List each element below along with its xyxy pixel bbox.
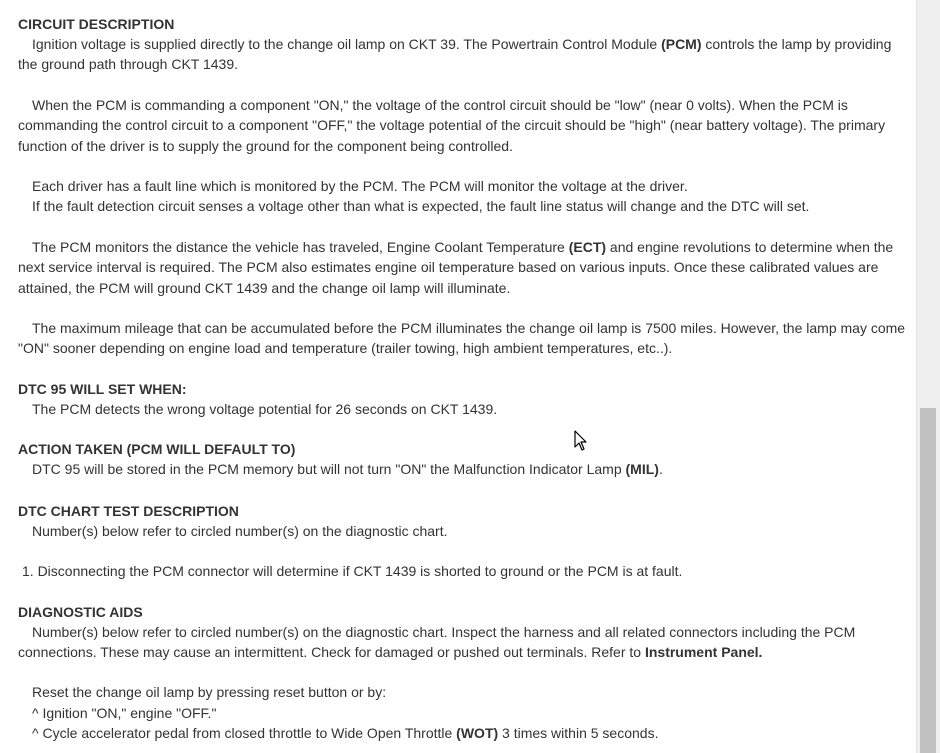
dtc-set-paragraph: The PCM detects the wrong voltage potential for 26 seconds on CKT 1439. (32, 400, 498, 417)
circuit-paragraph-3a: Each driver has a fault line which is monitored by the PCM. The PCM will monitor the voltage at the driver. (32, 178, 688, 195)
chart-test-paragraph: Number(s) below refer to circled number(s) on the diagnostic chart. (32, 522, 448, 539)
aids-bullet-2: ^ Cycle accelerator pedal from closed throttle to Wide Open Throttle (WOT) 3 times within 5 seconds. (32, 725, 659, 742)
instrument-panel-reference: Instrument Panel. (644, 643, 763, 660)
circuit-paragraph-1: Ignition voltage is supplied directly to the change oil lamp on CKT 39. The Powertrain Control Module (PCM) controls the lamp by providing the ground path through CKT 1439. (18, 36, 892, 73)
heading-action-taken: ACTION TAKEN (PCM WILL DEFAULT TO) (18, 441, 296, 458)
circuit-paragraph-2: When the PCM is commanding a component "ON," the voltage of the control circuit should be "low" (near 0 volts). When the PCM is commanding the control circuit to a component "OFF," the voltage potential of the circuit should be "high" (near battery voltage). The primary function of the driver is to supply the ground for the component being controlled. (18, 96, 886, 154)
heading-dtc-will-set: DTC 95 WILL SET WHEN: (18, 380, 187, 397)
heading-circuit-description: CIRCUIT DESCRIPTION (18, 16, 175, 32)
vertical-scrollbar[interactable] (916, 0, 940, 753)
action-paragraph: DTC 95 will be stored in the PCM memory but will not turn "ON" the Malfunction Indicator Lamp (MIL). (32, 461, 663, 478)
circuit-paragraph-5: The maximum mileage that can be accumulated before the PCM illuminates the change oil lamp is 7500 miles. However, the lamp may come "ON" sooner depending on engine load and temperature (trailer towing, high ambient temperatures, etc..). (18, 320, 906, 357)
heading-dtc-chart-test: DTC CHART TEST DESCRIPTION (18, 502, 239, 519)
aids-paragraph-2: Reset the change oil lamp by pressing reset button or by: (32, 684, 387, 701)
scrollbar-thumb[interactable] (920, 408, 936, 753)
mouse-pointer-icon (574, 430, 588, 452)
aids-bullet-1: ^ Ignition "ON," engine "OFF." (32, 704, 217, 721)
heading-diagnostic-aids: DIAGNOSTIC AIDS (18, 603, 143, 620)
circuit-paragraph-4: The PCM monitors the distance the vehicle has traveled, Engine Coolant Temperature (ECT) and engine revolutions to determine when the next service interval is required. The PCM also estimates engine oil temperature based on various inputs. Once these calibrated values are attained, the PCM will ground CKT 1439 and the change oil lamp will illuminate. (18, 238, 894, 296)
aids-paragraph-1: Number(s) below refer to circled number(s) on the diagnostic chart. Inspect the harness and all related connectors including the PCM connections. These may cause an intermittent. Check for damaged or pushed out terminals. Refer to Instrument Panel. (18, 623, 856, 660)
chart-test-item-1: 1. Disconnecting the PCM connector will determine if CKT 1439 is shorted to ground or the PCM is at fault. (22, 563, 683, 580)
circuit-paragraph-3b: If the fault detection circuit senses a voltage other than what is expected, the fault line status will change and the DTC will set. (32, 198, 810, 215)
